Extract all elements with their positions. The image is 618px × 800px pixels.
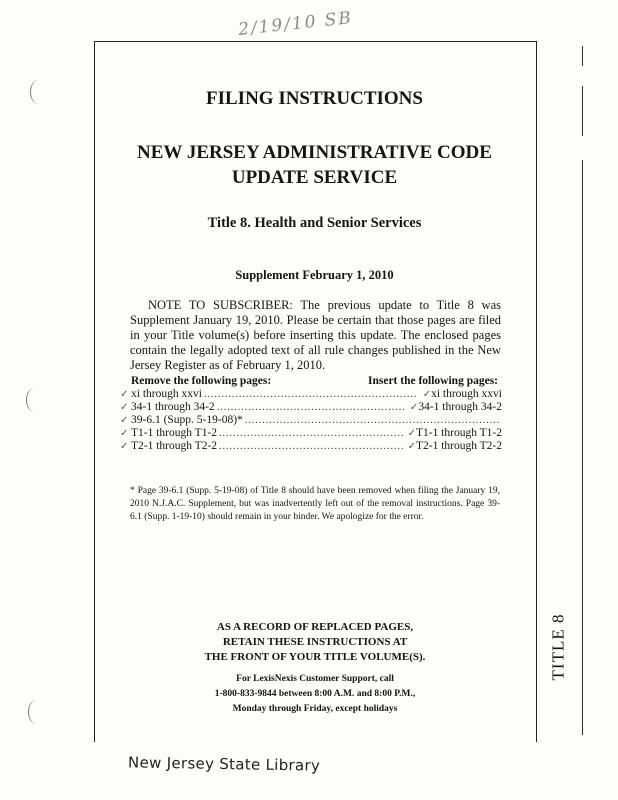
checkmark-icon: ✓	[120, 402, 129, 413]
insert-page: 34-1 through 34-2	[418, 401, 502, 413]
library-stamp: New Jersey State Library	[127, 753, 321, 775]
remove-pages-header: Remove the following pages:	[131, 375, 272, 387]
supplement-date: Supplement February 1, 2010	[235, 268, 394, 282]
insert-pages-header: Insert the following pages:	[368, 375, 499, 387]
remove-page: xi through xxvi	[131, 388, 202, 400]
leader-dots	[219, 427, 403, 440]
right-margin-rule	[582, 86, 583, 136]
support-line1: For LexisNexis Customer Support, call	[236, 674, 394, 684]
record-notice	[130, 620, 500, 665]
checkmark-icon: ✓	[409, 402, 419, 413]
document-title: FILING INSTRUCTIONS	[206, 88, 423, 109]
insert-page: T2-1 through T2-2	[415, 440, 502, 452]
footnote: * Page 39-6.1 (Supp. 5-19-08) of Title 8 should have been removed when filing the January 19, 2010 N.J.A.C. Supplement, but was inadvertently left out of the removal instructions. Page 39-6.1 (Supp. 1-19-10) should remain in your binder. We apologize for the error.	[130, 486, 500, 522]
record-line2: RETAIN THESE INSTRUCTIONS AT	[222, 636, 408, 648]
remove-page: T2-1 through T2-2	[131, 440, 218, 452]
checkmark-icon: ✓	[120, 389, 129, 400]
checkmark-icon: ✓	[120, 415, 129, 426]
leader-dots	[219, 440, 403, 453]
remove-page: 34-1 through 34-2	[131, 401, 215, 413]
customer-support	[130, 672, 500, 717]
side-title-tab	[540, 604, 576, 690]
page-row	[120, 401, 502, 414]
page-row	[120, 414, 502, 427]
binder-hole-mark	[26, 388, 43, 412]
binder-hole-mark	[28, 700, 45, 724]
right-margin-rule	[582, 46, 583, 66]
record-line1: AS A RECORD OF REPLACED PAGES,	[216, 621, 414, 633]
subscriber-note: NOTE TO SUBSCRIBER: The previous update to Title 8 was Supplement January 19, 2010. Please be certain that those pages are filed in your Title volume(s) before inserting this update. The enclosed pages contain the legally adopted text of all rule changes published in the New Jersey Register as of February 1, 2010.	[130, 298, 501, 372]
page-row	[120, 388, 502, 401]
support-line2: 1-800-833-9844 between 8:00 A.M. and 8:00 P.M.,	[214, 689, 416, 699]
support-line3: Monday through Friday, except holidays	[232, 704, 398, 714]
page-row	[120, 440, 502, 453]
code-name-line2: UPDATE SERVICE	[231, 167, 398, 188]
checkmark-icon: ✓	[422, 389, 432, 400]
checkmark-icon: ✓	[120, 428, 129, 439]
insert-page: xi through xxvi	[431, 388, 502, 400]
side-title-text: TITLE 8	[548, 613, 568, 681]
binder-hole-mark	[30, 80, 47, 104]
record-line3: THE FRONT OF YOUR TITLE VOLUME(S).	[204, 651, 426, 663]
right-margin-rule	[582, 160, 583, 735]
code-name-line1: NEW JERSEY ADMINISTRATIVE CODE	[137, 142, 492, 163]
leader-dots	[245, 414, 500, 427]
title-subject: Title 8. Health and Senior Services	[207, 215, 422, 231]
insert-page: T1-1 through T1-2	[415, 427, 502, 439]
remove-page: T1-1 through T1-2	[131, 427, 218, 439]
checkmark-icon: ✓	[407, 441, 416, 452]
code-name	[98, 140, 531, 190]
page-row	[120, 427, 502, 440]
checkmark-icon: ✓	[407, 428, 416, 439]
leader-dots	[217, 401, 406, 414]
remove-page: 39-6.1 (Supp. 5-19-08)*	[131, 414, 243, 426]
handwritten-date: 2/19/10 SB	[237, 8, 354, 40]
leader-dots	[204, 388, 418, 401]
checkmark-icon: ✓	[120, 441, 129, 452]
